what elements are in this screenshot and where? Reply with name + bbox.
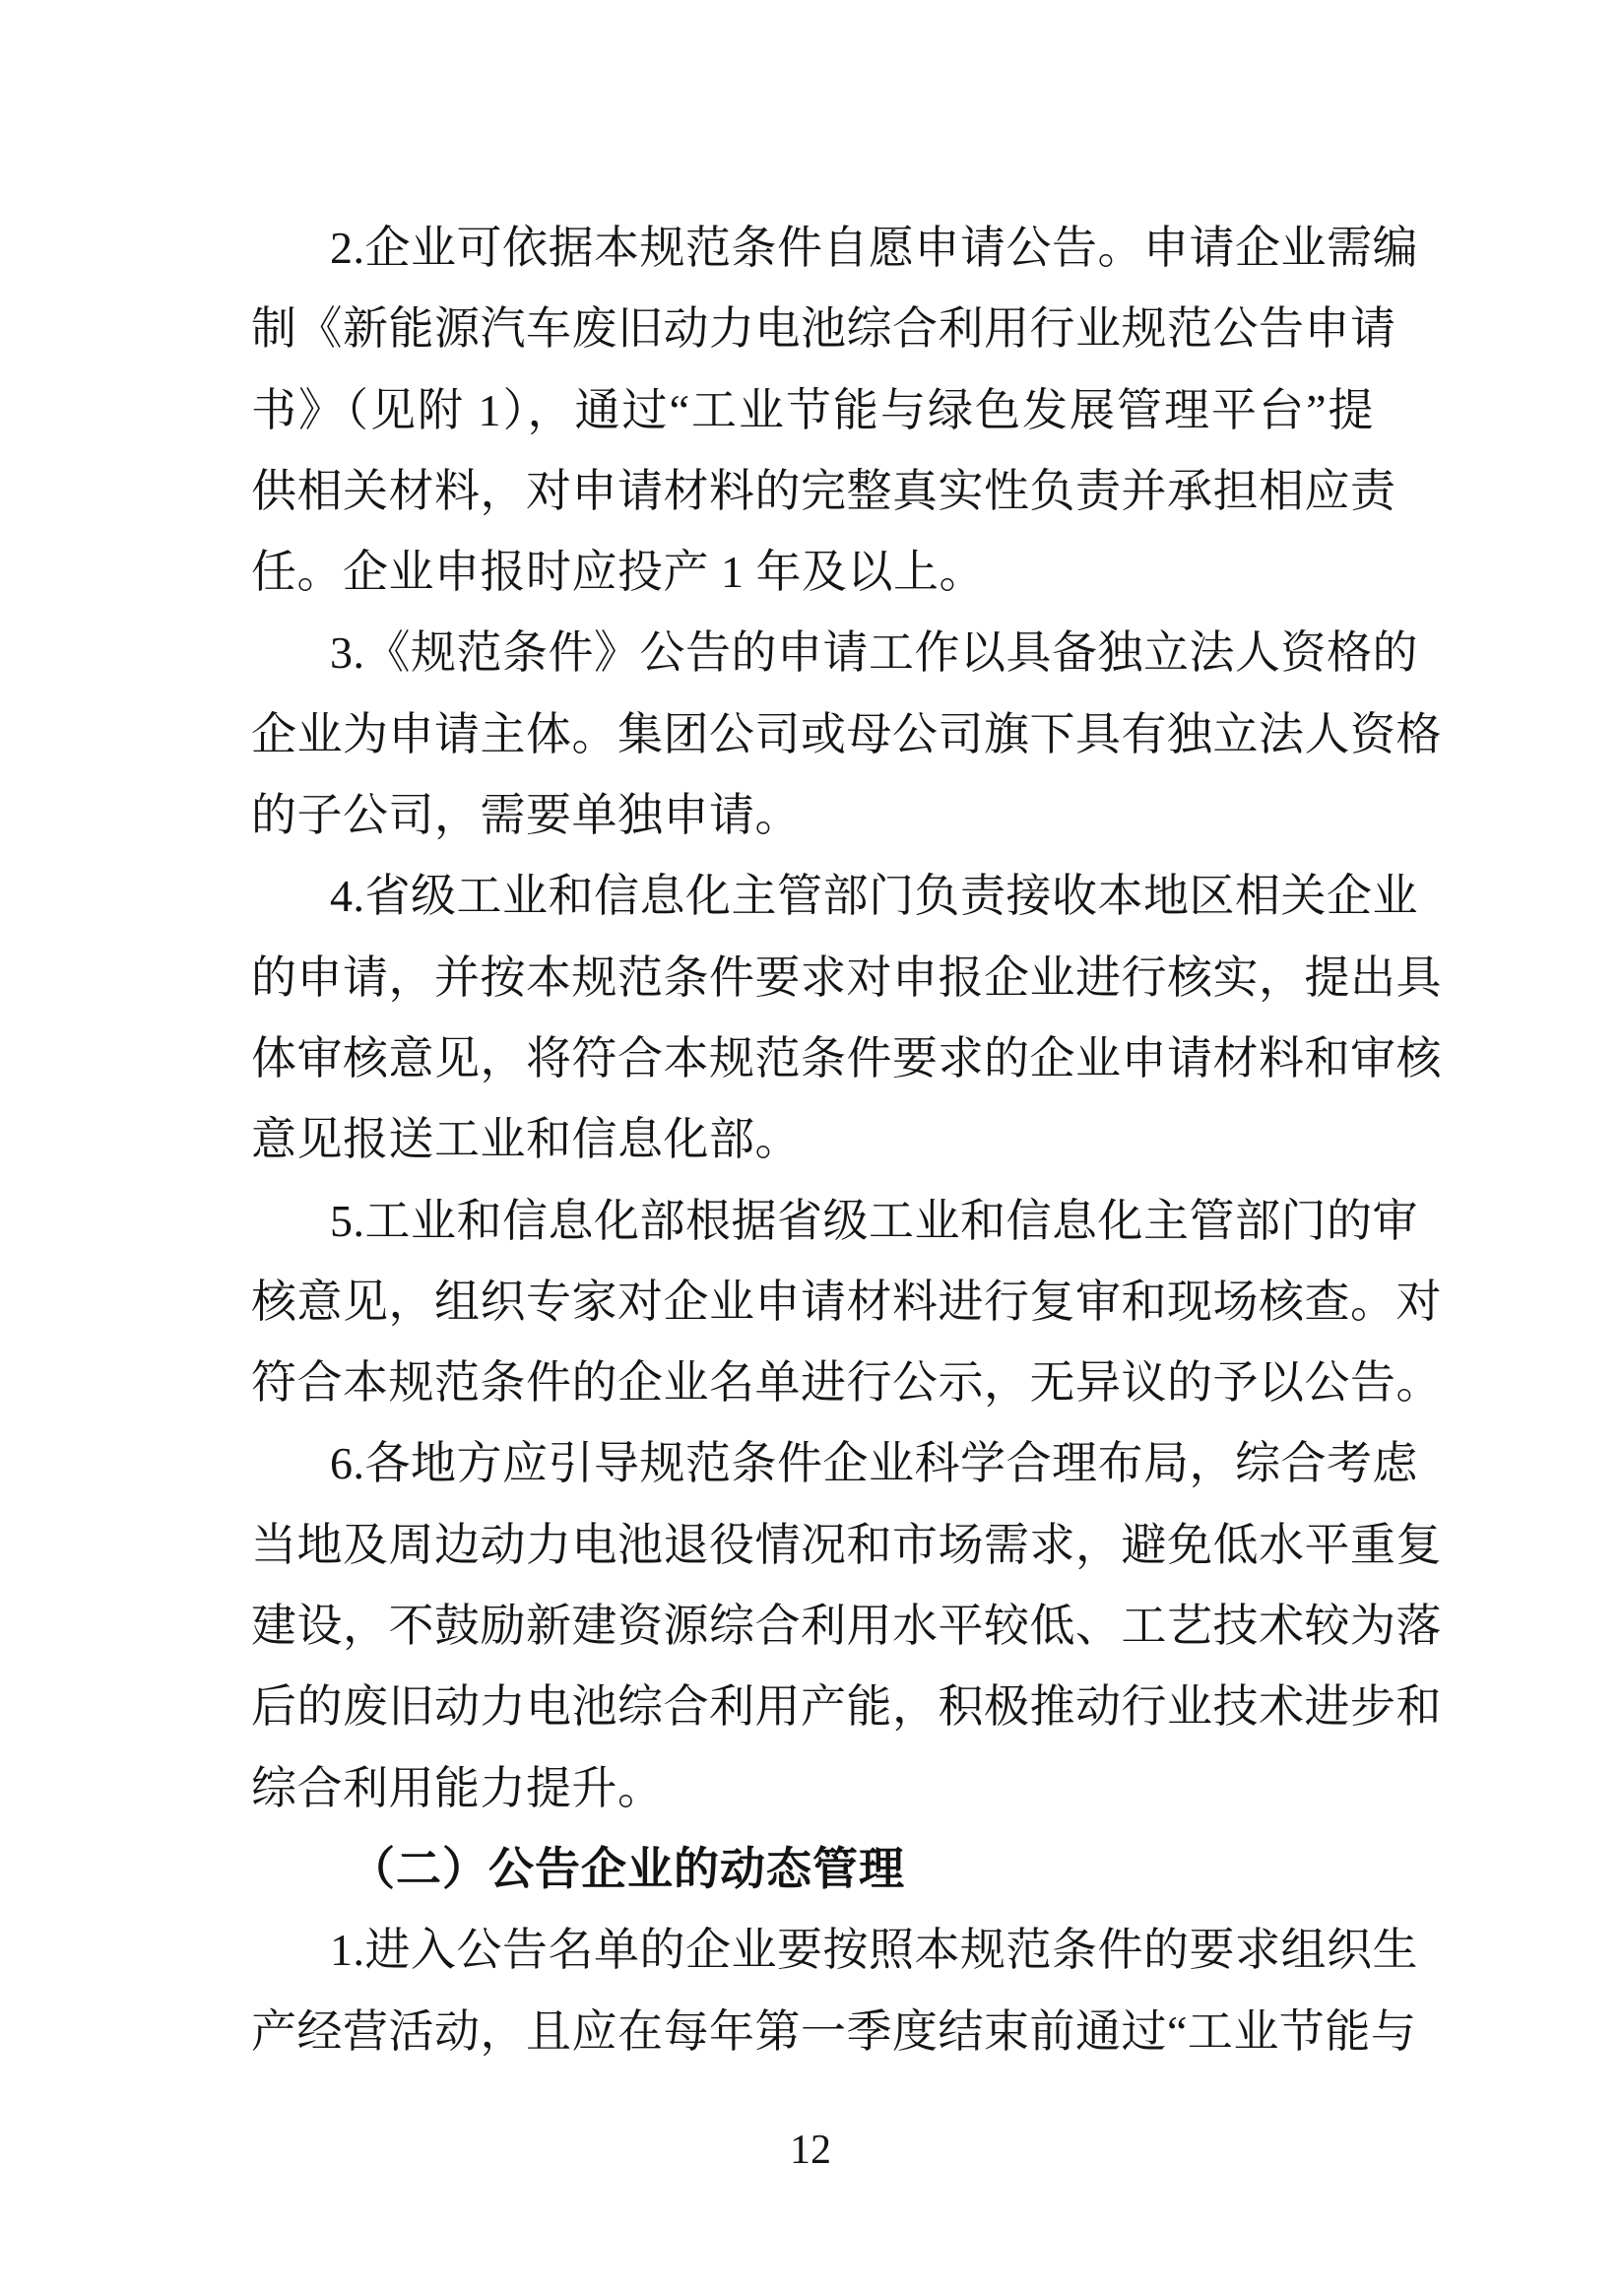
text-line: 6.各地方应引导规范条件企业科学合理布局，综合考虑: [330, 1438, 1418, 1489]
text-line: （二）公告企业的动态管理: [350, 1843, 905, 1894]
paragraph: [251, 1910, 1418, 2072]
text-line: 3.《规范条件》公告的申请工作以具备独立法人资格的: [330, 627, 1418, 679]
text-line: 符合本规范条件的企业名单进行公示，无异议的予以公告。: [251, 1357, 1442, 1409]
text-line: 书》（见附 1），通过“工业节能与绿色发展管理平台”提: [251, 384, 1374, 435]
text-line: 核意见，组织专家对企业申请材料进行复审和现场核查。对: [251, 1276, 1442, 1327]
text-line: 4.省级工业和信息化主管部门负责接收本地区相关企业: [330, 871, 1418, 922]
text-line: 体审核意见，将符合本规范条件要求的企业申请材料和审核: [251, 1032, 1442, 1083]
paragraph: [251, 1181, 1442, 1424]
paragraph: [251, 613, 1442, 856]
section-heading: [251, 1829, 1374, 1910]
paragraph: [251, 856, 1442, 1180]
text-line: 综合利用能力提升。: [251, 1762, 664, 1813]
text-line: 任。企业申报时应投产 1 年及以上。: [251, 547, 985, 598]
text-line: 的子公司，需要单独申请。: [251, 790, 801, 841]
text-line: 后的废旧动力电池综合利用产能，积极推动行业技术进步和: [251, 1681, 1442, 1733]
text-line: 5.工业和信息化部根据省级工业和信息化主管部门的审: [330, 1195, 1418, 1246]
text-line: 产经营活动，且应在每年第一季度结束前通过“工业节能与: [251, 2005, 1417, 2057]
text-line: 的申请，并按本规范条件要求对申报企业进行核实，提出具: [251, 951, 1442, 1003]
page-number: 12: [790, 2128, 831, 2173]
paragraph: [251, 208, 1418, 613]
text-line: 1.进入公告名单的企业要按照本规范条件的要求组织生: [330, 1925, 1418, 1976]
text-line: 供相关材料，对申请材料的完整真实性负责并承担相应责: [251, 465, 1396, 516]
paragraph: [251, 1423, 1442, 1828]
text-line: 意见报送工业和信息化部。: [251, 1114, 801, 1165]
document-body: [251, 208, 1442, 2072]
text-line: 建设，不鼓励新建资源综合利用水平较低、工艺技术较为落: [251, 1601, 1442, 1652]
text-line: 2.企业可依据本规范条件自愿申请公告。申请企业需编: [330, 223, 1418, 273]
text-line: 企业为申请主体。集团公司或母公司旗下具有独立法人资格: [251, 708, 1442, 759]
text-line: 当地及周边动力电池退役情况和市场需求，避免低水平重复: [251, 1519, 1442, 1570]
text-line: 制《新能源汽车废旧动力电池综合利用行业规范公告申请: [251, 303, 1396, 355]
